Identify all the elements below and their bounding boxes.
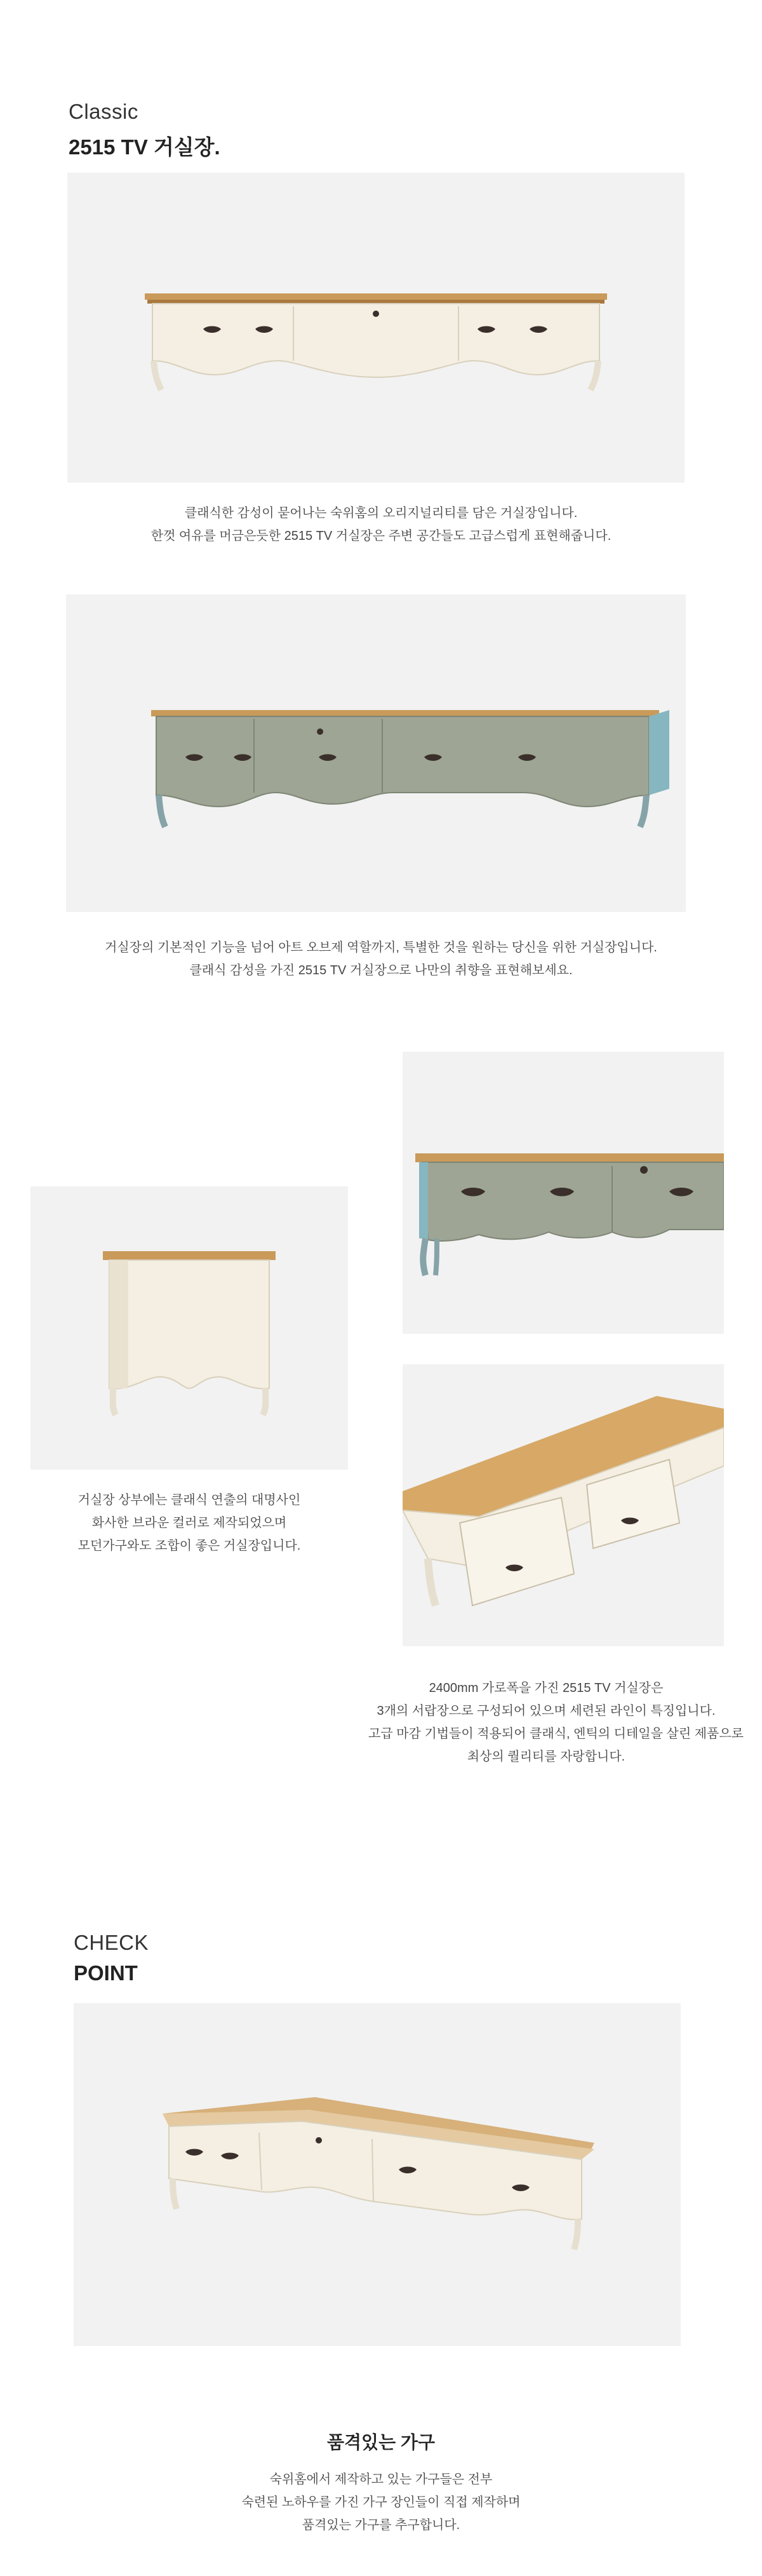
tv-stand-sage-closeup-image bbox=[403, 1052, 724, 1334]
caption-dimensions-line1: 2400mm 가로폭을 가진 2515 TV 거실장은 bbox=[429, 1681, 664, 1695]
caption-intro bbox=[0, 502, 762, 547]
caption-function-line1: 거실장의 기본적인 기능을 넘어 아트 오브제 역할까지, 특별한 것을 원하는 당신을 위한 거실장입니다. bbox=[105, 941, 657, 955]
caption-dimensions-line3: 고급 마감 기법들이 적용되어 클래식, 엔틱의 디테일을 살린 제품으로 bbox=[368, 1727, 744, 1741]
tv-stand-sage-image bbox=[66, 594, 686, 912]
closing-text-line2: 숙련된 노하우를 가진 가구 장인들이 직접 제작하며 bbox=[241, 2495, 521, 2509]
product-photo-drawers-open bbox=[403, 1364, 724, 1646]
closing-title: 품격있는 가구 bbox=[326, 2432, 436, 2452]
product-photo-cream-angle bbox=[74, 2003, 681, 2346]
caption-dimensions-line4: 최상의 퀄리티를 자랑합니다. bbox=[467, 1750, 625, 1764]
caption-intro-line2: 한껏 여유를 머금은듯한 2515 TV 거실장은 주변 공간들도 고급스럽게 표현해줍니다. bbox=[150, 529, 612, 543]
caption-function bbox=[0, 936, 762, 982]
section-eyebrow-check: CHECK bbox=[74, 1931, 149, 1954]
product-photo-sage-angle bbox=[66, 594, 686, 912]
product-title: 2515 TV 거실장. bbox=[69, 135, 220, 159]
caption-intro-line1: 클래식한 감성이 묻어나는 숙위홈의 오리지널리티를 담은 거실장입니다. bbox=[184, 506, 578, 520]
product-photo-cream-side bbox=[30, 1186, 348, 1470]
caption-dimensions bbox=[368, 1677, 744, 1768]
closing-text-line3: 품격있는 가구를 추구합니다. bbox=[302, 2518, 460, 2532]
product-photo-sage-closeup bbox=[403, 1052, 724, 1334]
section-title-point: POINT bbox=[74, 1961, 138, 1985]
tv-stand-drawers-open-image bbox=[403, 1364, 724, 1646]
caption-top-color-line2: 화사한 브라운 컬러로 제작되었으며 bbox=[91, 1516, 287, 1530]
caption-top-color-line1: 거실장 상부에는 클래식 연출의 대명사인 bbox=[77, 1493, 301, 1507]
caption-dimensions-line2: 3개의 서랍장으로 구성되어 있으며 세련된 라인이 특징입니다. bbox=[377, 1704, 716, 1718]
section-eyebrow-classic: Classic bbox=[69, 100, 138, 123]
tv-stand-cream-side-image bbox=[30, 1186, 348, 1470]
caption-function-line2: 클래식 감성을 가진 2515 TV 거실장으로 나만의 취향을 표현해보세요. bbox=[189, 963, 573, 977]
closing-text bbox=[0, 2468, 762, 2537]
caption-top-color bbox=[30, 1489, 348, 1557]
closing-text-line1: 숙위홈에서 제작하고 있는 가구들은 전부 bbox=[269, 2472, 493, 2486]
tv-stand-cream-angle-image bbox=[74, 2003, 681, 2346]
caption-top-color-line3: 모던가구와도 조합이 좋은 거실장입니다. bbox=[77, 1539, 301, 1553]
tv-stand-cream-front-image bbox=[67, 173, 685, 483]
product-photo-cream-front bbox=[67, 173, 685, 483]
